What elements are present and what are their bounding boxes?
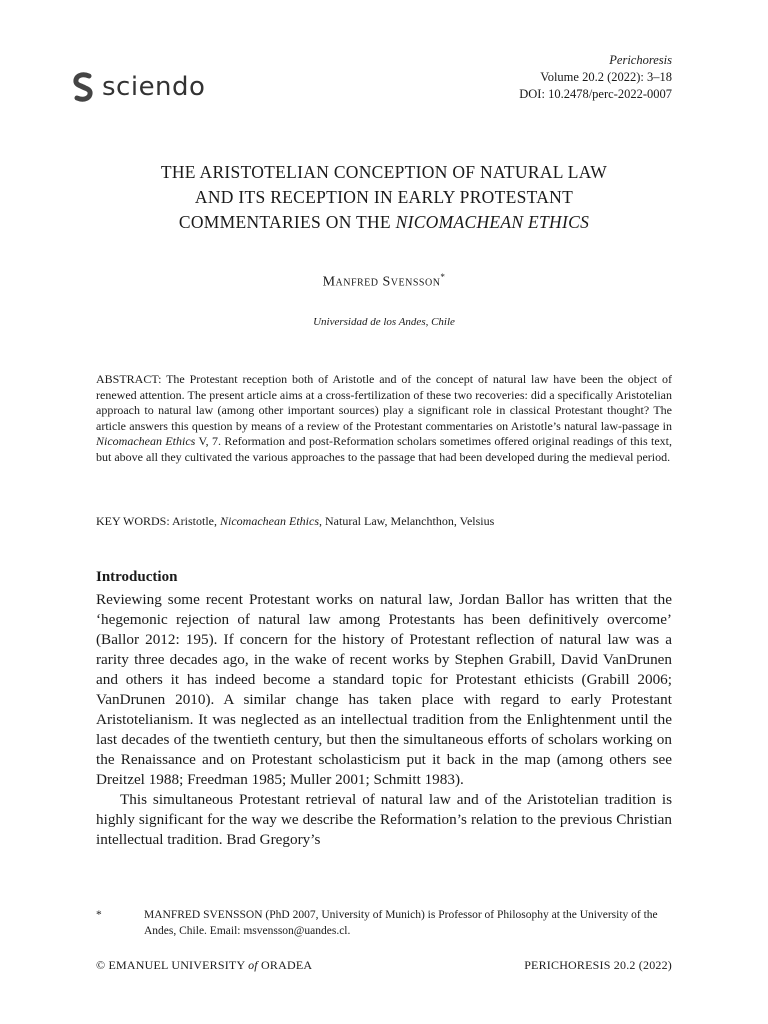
page-footer	[96, 958, 672, 973]
footer-left-italic: of	[248, 958, 258, 972]
journal-name: Perichoresis	[609, 53, 672, 67]
article-title	[96, 160, 672, 235]
keywords	[96, 514, 672, 529]
paragraph-2: This simultaneous Protestant retrieval of natural law and of the Aristotelian tradition is highly significant for the way we describe the Reformation’s relation to the previous Christian intellectual tradition. Brad Gregory’s	[96, 791, 672, 848]
title-line-3-prefix: COMMENTARIES ON THE	[178, 212, 396, 232]
footnote-text: MANFRED SVENSSON (PhD 2007, University of Munich) is Professor of Philosophy at the University of the Andes, Chile. Email: msvensson@uandes.cl.	[144, 909, 658, 937]
keywords-rest: , Natural Law, Melanchthon, Velsius	[319, 514, 495, 528]
body-text	[96, 590, 672, 850]
author-text: Manfred Svensson	[322, 274, 441, 290]
journal-info	[519, 52, 672, 103]
author-name	[96, 272, 672, 291]
sciendo-s-icon	[72, 72, 94, 102]
abstract-part-1: ABSTRACT: The Protestant reception both of Aristotle and of the concept of natural law have been the object of renewed attention. The present article aims at a cross-fertilization of these two recoveries: did a specifically Aristotelian approach to natural law (among other important sources) play a significant role in classical Protestant thought? The article answers this question by means of a review of the Protestant commentaries on Aristotle’s natural law-passage in	[96, 372, 672, 433]
journal-doi: DOI: 10.2478/perc-2022-0007	[519, 87, 672, 101]
keywords-italic: Nicomachean Ethics	[220, 514, 319, 528]
title-line-1: THE ARISTOTELIAN CONCEPTION OF NATURAL LAW	[160, 162, 608, 182]
paragraph-1: Reviewing some recent Protestant works on natural law, Jordan Ballor has written that the ‘hegemonic rejection of natural law among Protestants has been definitively overcome’ (Ballor 2012: 195). If concern for the history of Protestant reflection of natural law was a rarity three decades ago, in the wake of recent works by Stephen Grabill, David VanDrunen and others it has indeed become a standard topic for Protestant ethicists (Grabill 2006; VanDrunen 2010). A similar change has taken place with regard to early Protestant Aristotelianism. It was neglected as an intellectual tradition from the Enlightenment until the last decades of the twentieth century, but then the simultaneous efforts of scholars working on the Renaissance and on Protestant scholasticism put it back in the map (among others see Dreitzel 1988; Freedman 1985; Muller 2001; Schmitt 1983).	[96, 591, 672, 788]
title-line-3-italic: NICOMACHEAN ETHICS	[395, 212, 590, 232]
footnote	[96, 907, 672, 939]
title-line-3	[96, 210, 672, 235]
publisher-logo	[72, 72, 205, 102]
author-affiliation: Universidad de los Andes, Chile	[313, 316, 455, 328]
footer-left-prefix: © EMANUEL UNIVERSITY	[96, 958, 249, 972]
footer-left-suffix: ORADEA	[257, 958, 313, 972]
footnote-mark: *	[96, 909, 102, 921]
keywords-label: KEY WORDS: Aristotle,	[96, 514, 221, 528]
section-heading: Introduction	[96, 569, 178, 585]
author-footnote-mark: *	[440, 272, 446, 282]
footer-left	[96, 958, 312, 973]
abstract-part-2: V, 7. Reformation and post-Reformation scholars sometimes offered original readings of this text, but above all they cultivated the various approaches to the passage that had been developed during the medieval period.	[96, 434, 672, 464]
abstract	[96, 372, 672, 466]
journal-volume: Volume 20.2 (2022): 3–18	[540, 70, 672, 84]
publisher-name: sciendo	[102, 72, 206, 102]
title-line-2: AND ITS RECEPTION IN EARLY PROTESTANT	[194, 187, 574, 207]
footer-right: PERICHORESIS 20.2 (2022)	[524, 958, 672, 972]
abstract-italic: Nicomachean Ethics	[96, 434, 196, 449]
